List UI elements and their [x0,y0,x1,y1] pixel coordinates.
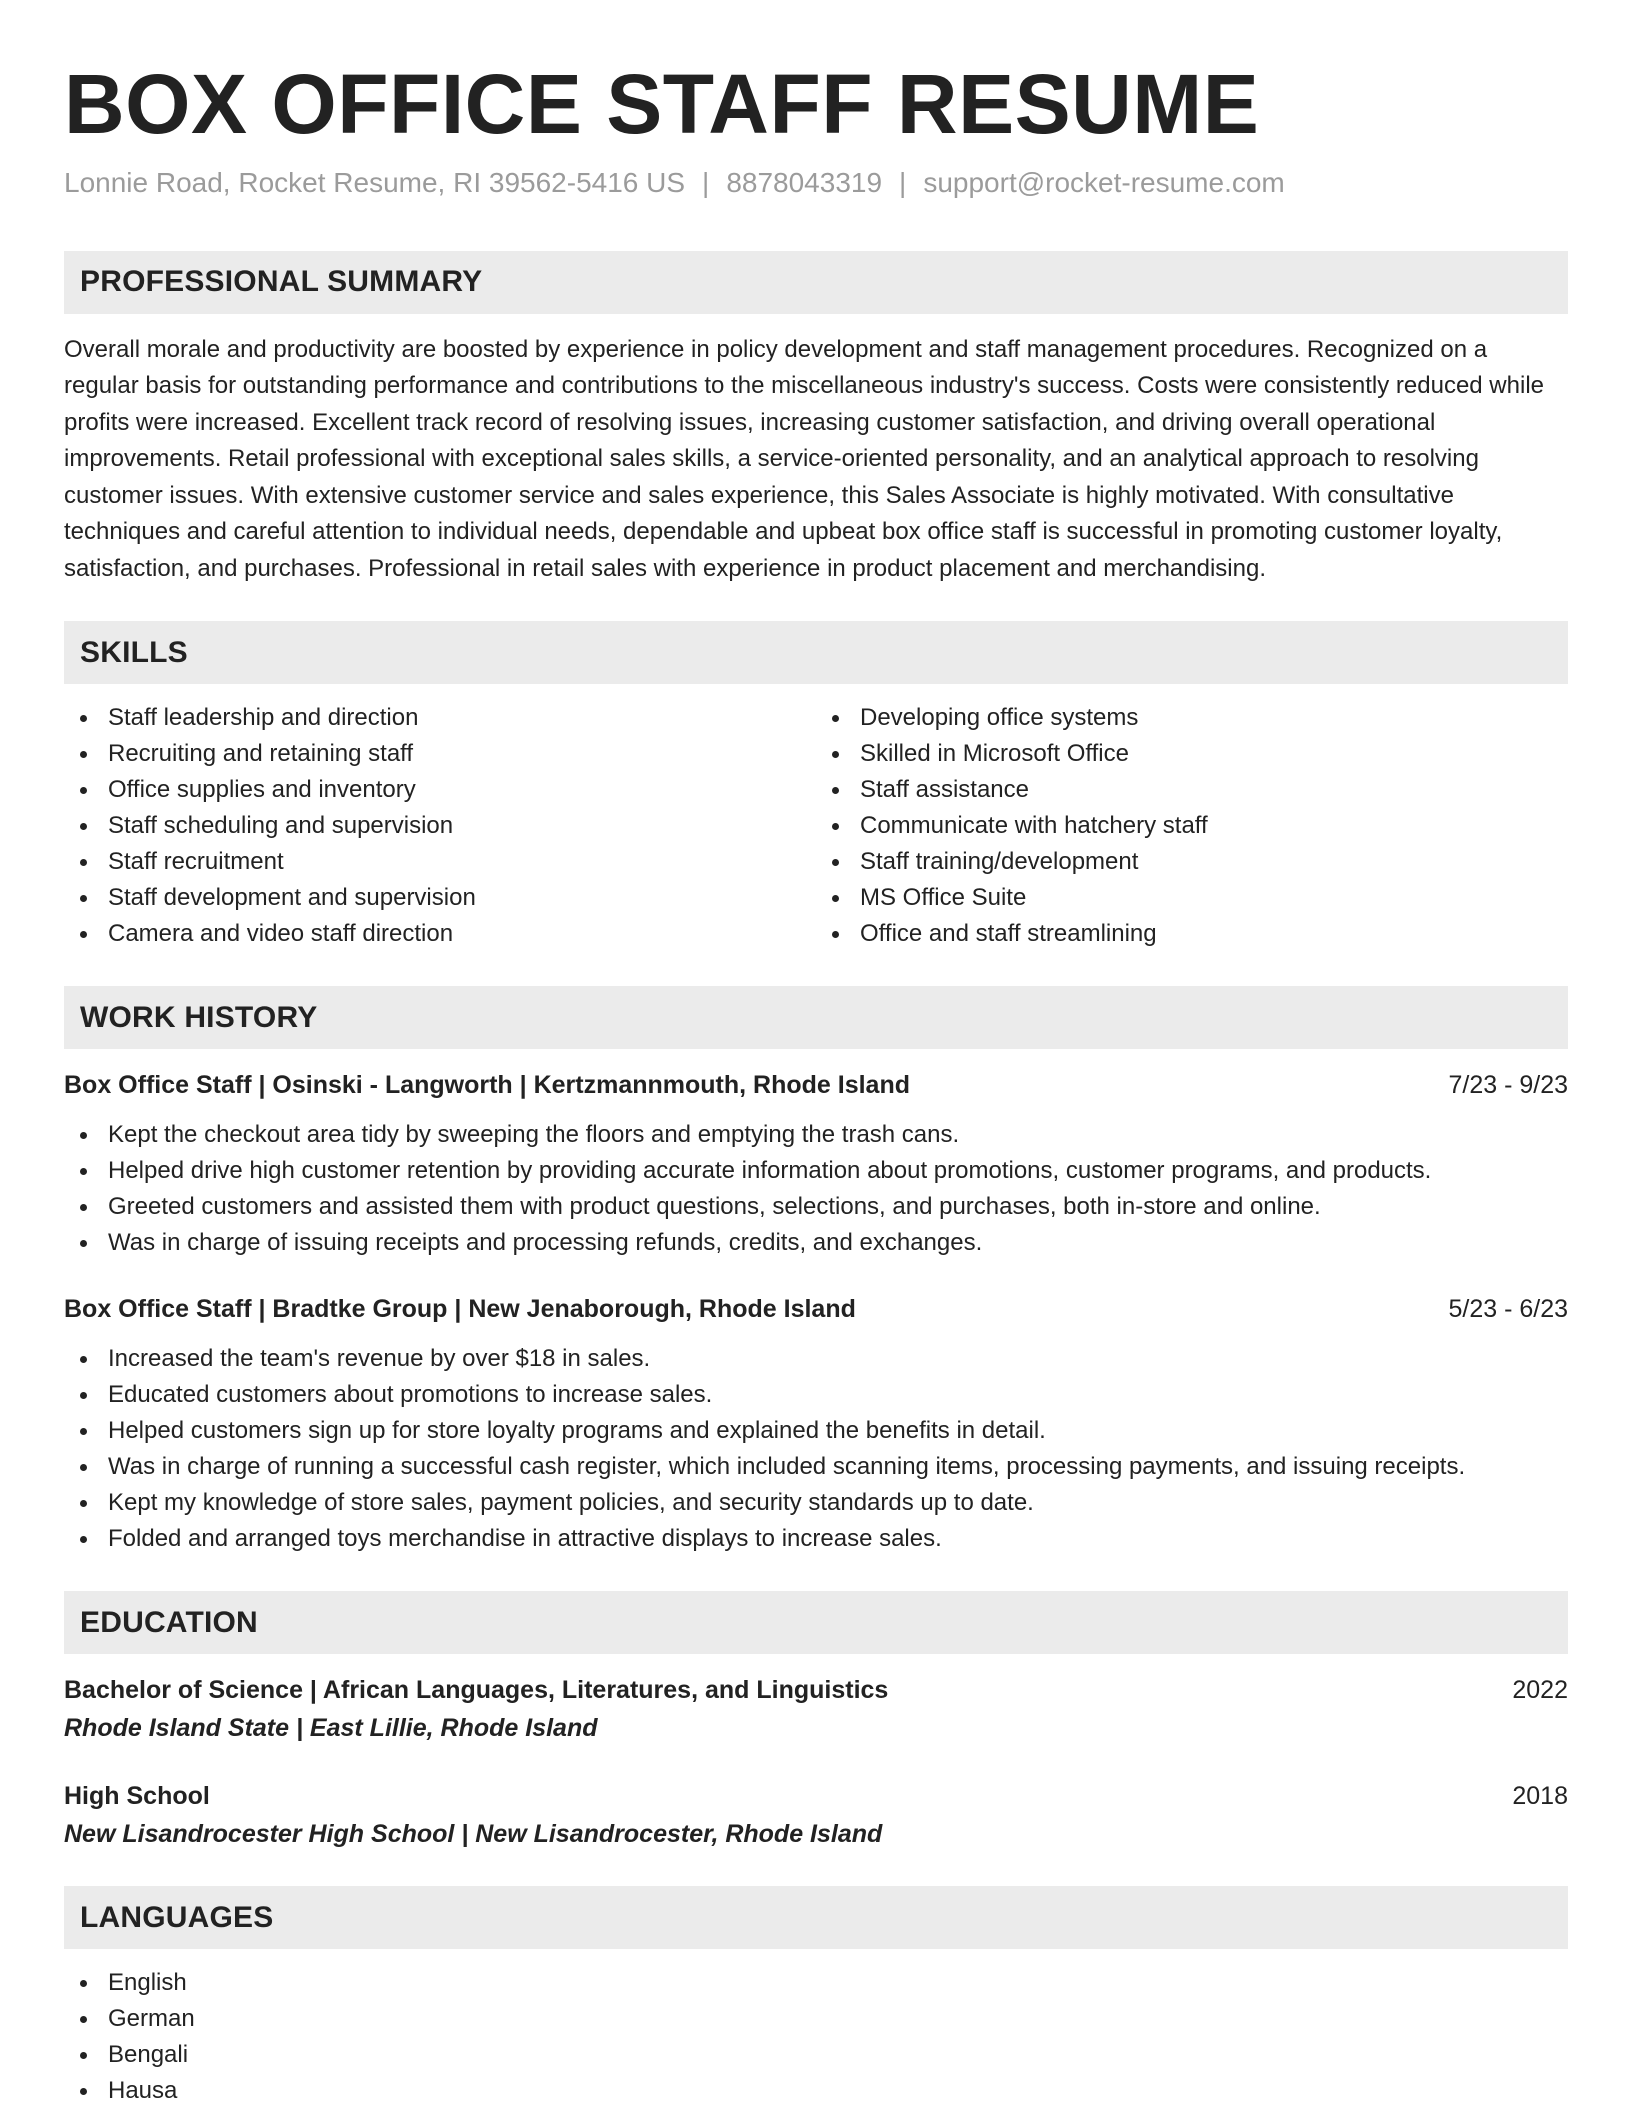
skill-item: Staff leadership and direction [64,700,816,736]
contact-email: support@rocket-resume.com [923,166,1285,198]
education-degree: Bachelor of Science | African Languages, Literatures, and Linguistics [64,1676,889,1705]
language-item: Hausa [64,2073,1568,2109]
job-bullet: Was in charge of running a successful cash register, which included scanning items, processing payments, and issuing receipts. [64,1449,1568,1485]
language-item: Bengali [64,2037,1568,2073]
contact-phone: 8878043319 [726,166,883,198]
job-bullet: Kept my knowledge of store sales, payment policies, and security standards up to date. [64,1485,1568,1521]
skill-item: Staff development and supervision [64,880,816,916]
job-dates: 5/23 - 6/23 [1448,1295,1568,1324]
skill-item: Recruiting and retaining staff [64,736,816,772]
language-item: German [64,2001,1568,2037]
skill-item: Staff assistance [816,772,1568,808]
job-bullet: Helped drive high customer retention by providing accurate information about promotions, customer programs, and products. [64,1153,1568,1189]
job-bullet: Greeted customers and assisted them with product questions, selections, and purchases, both in-store and online. [64,1189,1568,1225]
job-bullet: Increased the team's revenue by over $18 in sales. [64,1341,1568,1377]
education-header [64,1672,1568,1708]
job-bullets [64,1341,1568,1557]
job-header [64,1291,1568,1327]
language-item: English [64,1965,1568,2001]
skill-item: Staff training/development [816,844,1568,880]
work-history-heading: WORK HISTORY [64,986,1568,1049]
job-entry [64,1291,1568,1557]
skill-item: Communicate with hatchery staff [816,808,1568,844]
education-school: Rhode Island State | East Lillie, Rhode Island [64,1714,598,1743]
skills-column-right [816,700,1568,952]
job-title: Box Office Staff | Bradtke Group | New Jenaborough, Rhode Island [64,1295,856,1324]
job-header [64,1067,1568,1103]
skill-item: Camera and video staff direction [64,916,816,952]
skill-item: Skilled in Microsoft Office [816,736,1568,772]
education-school: New Lisandrocester High School | New Lisandrocester, Rhode Island [64,1820,883,1849]
education-degree: High School [64,1782,210,1811]
skill-item: MS Office Suite [816,880,1568,916]
skills-heading: SKILLS [64,621,1568,684]
skills-list [64,700,1568,952]
page-title: BOX OFFICE STAFF RESUME [64,57,1260,151]
job-bullet: Kept the checkout area tidy by sweeping the floors and emptying the trash cans. [64,1117,1568,1153]
skill-item: Office supplies and inventory [64,772,816,808]
languages-list [64,1965,1568,2109]
job-bullets [64,1117,1568,1261]
contact-separator: | [899,166,907,198]
contact-address: Lonnie Road, Rocket Resume, RI 39562-5416 US [64,166,686,198]
summary-text: Overall morale and productivity are boosted by experience in policy development and staff management procedures. Recognized on a regular basis for outstanding performance and contributions to the miscellaneous industry's success. Costs were consistently reduced while profits were increased. Excellent track record of resolving issues, increasing customer satisfaction, and driving overall operational improvements. Retail professional with exceptional sales skills, a service-oriented personality, and an analytical approach to resolving customer issues. With extensive customer service and sales experience, this Sales Associate is highly motivated. With consultative techniques and careful attention to individual needs, dependable and upbeat box office staff is successful in promoting customer loyalty, satisfaction, and purchases. Professional in retail sales with experience in product placement and merchandising. [64,335,1544,582]
education-header [64,1778,1568,1814]
job-dates: 7/23 - 9/23 [1448,1071,1568,1100]
languages-heading: LANGUAGES [64,1886,1568,1949]
skills-column-left [64,700,816,952]
education-year: 2022 [1512,1676,1568,1705]
job-bullet: Helped customers sign up for store loyalty programs and explained the benefits in detail. [64,1413,1568,1449]
contact-separator: | [702,166,710,198]
job-entry [64,1067,1568,1261]
education-year: 2018 [1512,1782,1568,1811]
job-title: Box Office Staff | Osinski - Langworth | Kertzmannmouth, Rhode Island [64,1071,910,1100]
job-bullet: Was in charge of issuing receipts and processing refunds, credits, and exchanges. [64,1225,1568,1261]
education-entry [64,1672,1568,1746]
skill-item: Developing office systems [816,700,1568,736]
skill-item: Staff scheduling and supervision [64,808,816,844]
job-bullet: Folded and arranged toys merchandise in attractive displays to increase sales. [64,1521,1568,1557]
skill-item: Staff recruitment [64,844,816,880]
summary-heading: PROFESSIONAL SUMMARY [64,251,1568,314]
education-heading: EDUCATION [64,1591,1568,1654]
education-entry [64,1778,1568,1852]
job-bullet: Educated customers about promotions to increase sales. [64,1377,1568,1413]
contact-line [64,167,1568,199]
skill-item: Office and staff streamlining [816,916,1568,952]
